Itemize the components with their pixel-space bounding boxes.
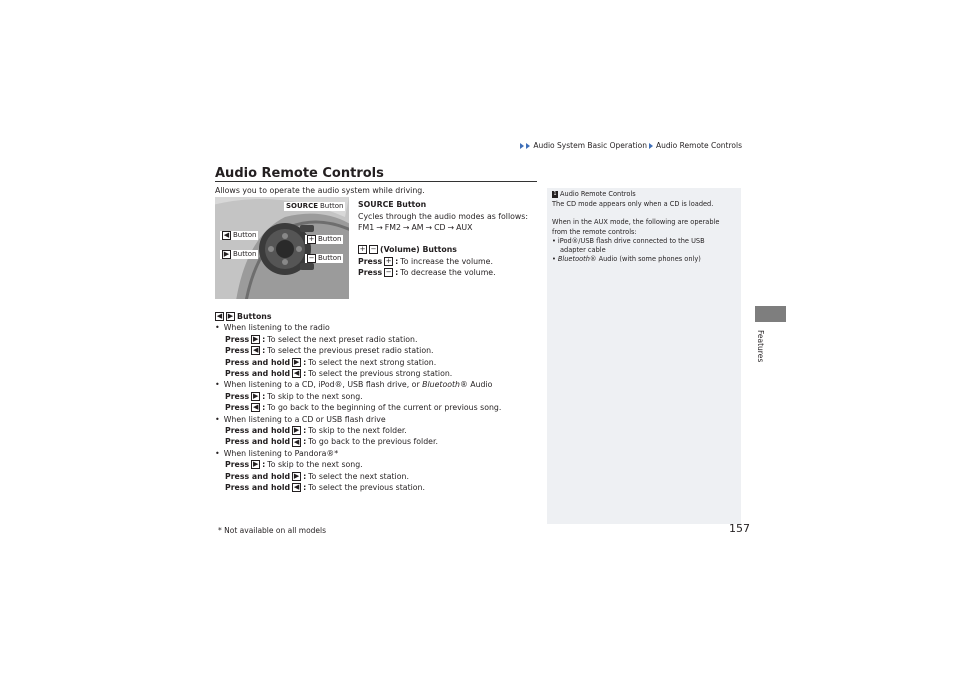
note-bullet: • iPod®/USB flash drive connected to the USB	[552, 236, 705, 245]
right-arrow-icon: ▶	[293, 471, 300, 480]
arrow-icon: →	[425, 223, 433, 232]
plus-icon: +	[385, 256, 392, 265]
volume-section	[358, 244, 496, 279]
list-item: Press ◀ : To go back to the beginning of the current or previous song.	[225, 403, 502, 413]
right-arrow-icon: ▶	[252, 335, 259, 344]
list-item: • When listening to Pandora®*	[215, 448, 339, 458]
list-item: • When listening to the radio	[215, 323, 330, 333]
side-note-box	[547, 188, 741, 524]
note-text: The CD mode appears only when a CD is loaded.	[552, 200, 714, 209]
left-button-callout: ◀ Button	[220, 231, 258, 240]
note-icon: 1	[553, 191, 557, 197]
list-item: Press ◀ : To select the previous preset radio station.	[225, 346, 434, 356]
source-section	[358, 199, 528, 234]
plus-icon: +	[359, 245, 366, 254]
plus-icon: +	[308, 235, 315, 243]
left-arrow-icon: ◀	[293, 437, 300, 446]
page-title: Audio Remote Controls	[215, 166, 384, 181]
breadcrumb-arrow-icon	[649, 143, 653, 149]
note-text: When in the AUX mode, the following are operable from the remote controls:	[552, 218, 720, 236]
left-arrow-icon: ◀	[293, 483, 300, 492]
right-arrow-icon: ▶	[293, 357, 300, 366]
list-item: Press and hold ◀ : To select the previous strong station.	[225, 369, 453, 379]
list-item: Press ▶ : To select the next preset radio station.	[225, 334, 418, 344]
list-item: Press ▶ : To skip to the next song.	[225, 391, 363, 401]
page-number: 157	[729, 522, 750, 535]
list-item: • When listening to a CD or USB flash drive	[215, 414, 386, 424]
right-arrow-icon: ▶	[252, 460, 259, 469]
list-item: Press and hold ◀ : To select the previous station.	[225, 483, 425, 493]
source-heading: SOURCE Button	[358, 200, 427, 209]
breadcrumb-arrow-icon	[520, 143, 524, 149]
side-tab-label: Features	[756, 330, 765, 363]
breadcrumb-item[interactable]: Audio System Basic Operation	[533, 141, 647, 150]
plus-button-callout: + Button	[305, 235, 343, 244]
volume-plus-line: Press + : To increase the volume.	[358, 256, 493, 266]
note-bullet: • Bluetooth® Audio (with some phones only)	[552, 255, 701, 264]
volume-heading: + − (Volume) Buttons	[359, 245, 457, 254]
list-item: Press and hold ▶ : To skip to the next folder.	[225, 426, 407, 436]
right-button-callout: ▶ Button	[220, 250, 258, 259]
arrow-icon: →	[376, 223, 383, 232]
arrow-icon: →	[447, 223, 455, 232]
left-arrow-icon: ◀	[252, 403, 259, 412]
title-divider	[215, 181, 537, 182]
footnote: * Not available on all models	[218, 526, 327, 535]
arrow-icon: →	[402, 223, 410, 232]
minus-icon: −	[370, 245, 377, 254]
left-arrow-icon: ◀	[252, 346, 259, 355]
left-arrow-icon: ◀	[293, 369, 300, 378]
list-item: Press and hold ▶ : To select the next station.	[225, 471, 409, 481]
breadcrumb-arrow-icon	[526, 143, 530, 149]
note-heading: 1 Audio Remote Controls	[553, 190, 636, 198]
side-tab-marker	[755, 306, 786, 322]
list-item: • When listening to a CD, iPod®, USB flash drive, or Bluetooth® Audio	[215, 380, 493, 390]
note-bullet-cont: adapter cable	[560, 246, 606, 255]
minus-button-callout: − Button	[305, 254, 343, 263]
list-item: Press and hold ◀ : To go back to the previous folder.	[225, 437, 438, 447]
arrow-buttons-section	[215, 311, 545, 494]
source-desc: Cycles through the audio modes as follows:	[358, 211, 528, 221]
minus-icon: −	[385, 268, 392, 277]
right-arrow-icon: ▶	[293, 426, 300, 435]
intro-text: Allows you to operate the audio system while driving.	[215, 186, 425, 195]
breadcrumb	[520, 141, 742, 150]
arrow-buttons-heading: ◀ ▶ Buttons	[216, 312, 272, 321]
list-item: Press and hold ▶ : To select the next strong station.	[225, 357, 437, 367]
source-sequence: FM1 → FM2 → AM → CD → AUX	[358, 223, 473, 232]
volume-minus-line: Press − : To decrease the volume.	[358, 268, 496, 277]
right-arrow-icon: ▶	[252, 392, 259, 401]
steering-wheel-figure	[215, 197, 349, 299]
breadcrumb-item[interactable]: Audio Remote Controls	[655, 141, 742, 150]
source-button-callout: SOURCE Button	[286, 202, 344, 210]
right-arrow-icon: ▶	[227, 312, 234, 321]
left-arrow-icon: ◀	[216, 312, 223, 321]
minus-icon: −	[308, 254, 315, 262]
steering-wheel-illustration	[215, 197, 349, 299]
list-item: Press ▶ : To skip to the next song.	[225, 460, 363, 470]
right-arrow-icon: ▶	[223, 250, 230, 258]
left-arrow-icon: ◀	[223, 231, 230, 239]
